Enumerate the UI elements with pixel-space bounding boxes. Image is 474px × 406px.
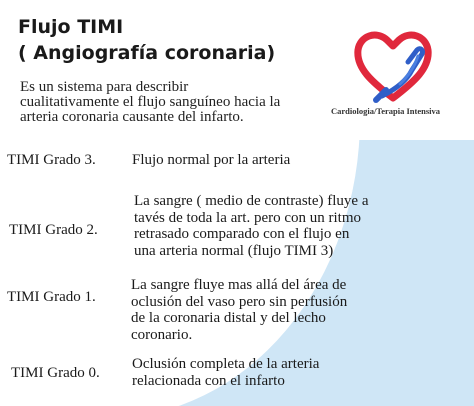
title-line-1: Flujo TIMI <box>18 16 124 38</box>
grade-description: Flujo normal por la arteria <box>132 152 291 168</box>
grade-label: TIMI Grado 1. <box>7 289 96 305</box>
page-title <box>18 14 275 66</box>
description-line-2: cualitativamente el flujo sanguíneo hacia la <box>20 94 281 110</box>
grade-description: La sangre fluye mas allá del área de oclusión del vaso pero sin perfusión de la coronaria distal y del lecho coronario. <box>131 277 348 343</box>
title-line-2: ( Angiografía coronaria) <box>18 42 276 64</box>
grade-description: Oclusión completa de la arteria relacionada con el infarto <box>132 356 320 389</box>
grade-label: TIMI Grado 0. <box>11 365 100 381</box>
heart-hands-icon <box>352 26 434 104</box>
grade-label: TIMI Grado 3. <box>7 152 96 168</box>
description-line-3: arteria coronaria causante del infarto. <box>20 109 244 125</box>
intro-description <box>20 80 340 125</box>
logo-caption: Cardiologia/Terapia Intensiva <box>331 106 441 116</box>
grade-label: TIMI Grado 2. <box>9 222 98 238</box>
description-line-1: Es un sistema para describir <box>20 79 189 95</box>
grade-description: La sangre ( medio de contraste) fluye a tavés de toda la art. pero con un ritmo retrasado comparado con el flujo en una arteria normal (flujo TIMI 3) <box>134 193 369 259</box>
